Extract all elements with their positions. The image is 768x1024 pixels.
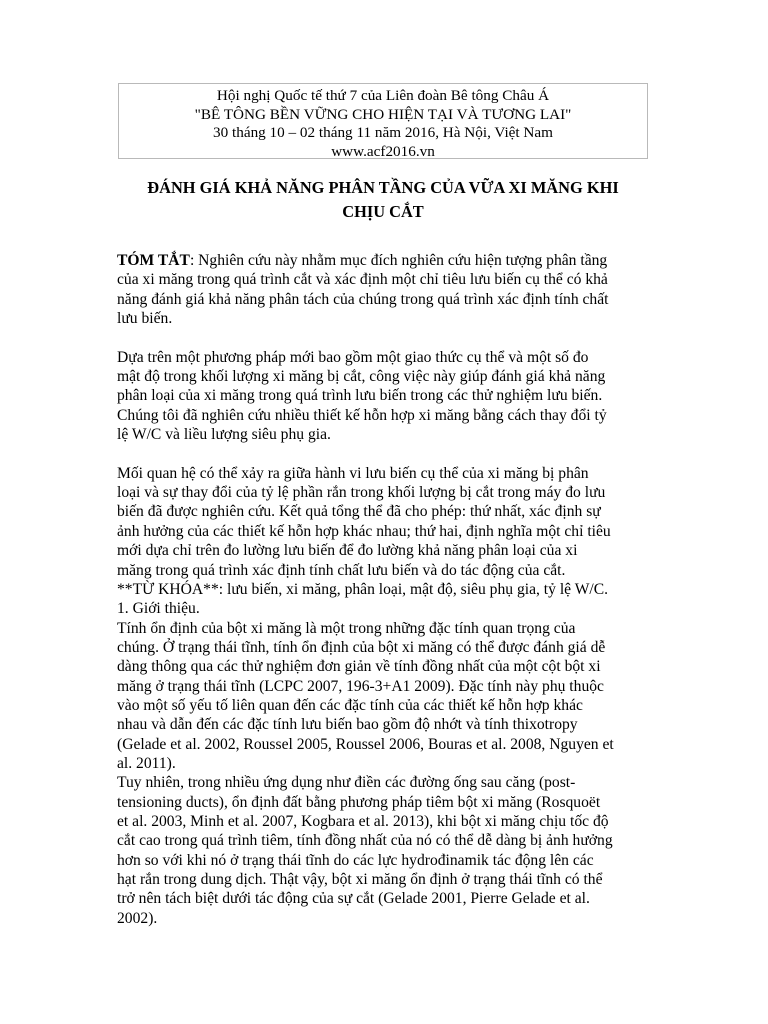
paragraph-line: Chúng tôi đã nghiên cứu nhiều thiết kế hỗn hợp xi măng bằng cách thay đổi tỷ <box>117 406 607 424</box>
paragraph-line: Tính ổn định của bột xi măng là một trong những đặc tính quan trọng của <box>117 619 576 637</box>
paper-title-line-1: ĐÁNH GIÁ KHẢ NĂNG PHÂN TẦNG CỦA VỮA XI MĂNG KHI <box>147 178 619 197</box>
conference-website: www.acf2016.vn <box>331 142 435 160</box>
method-paragraph <box>117 348 665 445</box>
paragraph-line: tensioning ducts), ổn định đất bằng phương pháp tiêm bột xi măng (Rosquoët <box>117 793 601 811</box>
paragraph-line: chúng. Ở trạng thái tĩnh, tính ổn định của bột xi măng có thể được đánh giá dễ <box>117 638 606 656</box>
paragraph-line: al. 2011). <box>117 754 176 772</box>
paragraph-line: 2002). <box>117 909 158 927</box>
paragraph-line: ảnh hưởng của các thiết kế hỗn hợp khác nhau; thứ hai, định nghĩa một chỉ tiêu <box>117 522 611 540</box>
paragraph-line: lệ W/C và liều lượng siêu phụ gia. <box>117 426 331 444</box>
abstract-line: năng đánh giá khả năng phân tách của chúng trong quá trình xác định tính chất <box>117 290 609 308</box>
paragraph-gap <box>117 328 665 347</box>
paragraph-line: Dựa trên một phương pháp mới bao gồm một giao thức cụ thể và một số đo <box>117 348 589 366</box>
paragraph-line: Tuy nhiên, trong nhiều ứng dụng như điền các đường ống sau căng (post- <box>117 774 576 792</box>
paragraph-line: (Gelade et al. 2002, Roussel 2005, Roussel 2006, Bouras et al. 2008, Nguyen et <box>117 735 614 753</box>
paragraph-line: et al. 2003, Minh et al. 2007, Kogbara et al. 2013), khi bột xi măng chịu tốc độ <box>117 812 609 830</box>
keywords-line: **TỪ KHÓA**: lưu biến, xi măng, phân loại, mật độ, siêu phụ gia, tỷ lệ W/C. <box>117 580 609 598</box>
paragraph-line: biến đã được nghiên cứu. Kết quả tổng thể đã cho phép: thứ nhất, xác định sự <box>117 503 601 521</box>
abstract-label: TÓM TẮT <box>117 252 190 269</box>
paragraph-line: cắt cao trong quá trình tiêm, tính đồng nhất của nó có thể dễ dàng bị ảnh hưởng <box>117 832 613 850</box>
abstract-line <box>117 251 665 270</box>
paragraph-line: mới dựa chỉ trên đo lường lưu biến để đo lường khả năng phân loại của xi <box>117 542 578 560</box>
conference-name: Hội nghị Quốc tế thứ 7 của Liên đoàn Bê tông Châu Á <box>216 87 550 104</box>
results-paragraph <box>117 464 665 928</box>
paragraph-line: mật độ trong khối lượng xi măng bị cắt, công việc này giúp đánh giá khả năng <box>117 368 606 386</box>
paragraph-line: phân loại của xi măng trong quá trình lưu biến trong các thử nghiệm lưu biến. <box>117 387 603 405</box>
paragraph-line: hạt rắn trong dung dịch. Thật vậy, bột xi măng ổn định ở trạng thái tĩnh có thể <box>117 871 603 888</box>
paragraph-line: trở nên tách biệt dưới tác động của sự cắt (Gelade 2001, Pierre Gelade et al. <box>117 890 590 908</box>
abstract-line-text: : Nghiên cứu này nhằm mục đích nghiên cứu hiện tượng phân tầng <box>189 252 608 269</box>
abstract-line: lưu biến. <box>117 310 173 328</box>
paragraph-gap <box>117 444 665 463</box>
conference-dates: 30 tháng 10 – 02 tháng 11 năm 2016, Hà Nội, Việt Nam <box>213 124 553 141</box>
paragraph-line: hơn so với khi nó ở trạng thái tĩnh do các lực hydrođinamik tác động lên các <box>117 851 594 869</box>
paragraph-line: loại và sự thay đổi của tỷ lệ phần rắn trong khối lượng bị cắt trong máy đo lưu <box>117 484 606 502</box>
paragraph-line: vào một số yếu tố liên quan đến các đặc tính của các thiết kế hỗn hợp khác <box>117 696 583 714</box>
paragraph-line: nhau và dẫn đến các đặc tính lưu biến bao gồm độ nhớt và tính thixotropy <box>117 716 578 734</box>
paper-title <box>118 176 648 224</box>
conference-theme: "BÊ TÔNG BỀN VỮNG CHO HIỆN TẠI VÀ TƯƠNG LAI" <box>194 105 572 123</box>
body-text <box>117 251 665 928</box>
abstract-line: của xi măng trong quá trình cắt và xác định một chỉ tiêu lưu biến cụ thể có khả <box>117 271 608 289</box>
paragraph-line: Mối quan hệ có thể xảy ra giữa hành vi lưu biến cụ thể của xi măng bị phân <box>117 464 589 482</box>
section-heading-introduction: 1. Giới thiệu. <box>117 600 200 618</box>
abstract-paragraph <box>117 251 665 328</box>
conference-header-box <box>118 83 648 159</box>
paper-title-line-2: CHỊU CẮT <box>342 202 424 221</box>
paragraph-line: măng ở trạng thái tĩnh (LCPC 2007, 196-3+A1 2009). Đặc tính này phụ thuộc <box>117 677 604 695</box>
paragraph-line: dàng thông qua các thử nghiệm đơn giản về tính đồng nhất của một cột bột xi <box>117 658 601 676</box>
paragraph-line: măng trong quá trình xác định tính chất lưu biến và do tác động của cắt. <box>117 561 566 579</box>
